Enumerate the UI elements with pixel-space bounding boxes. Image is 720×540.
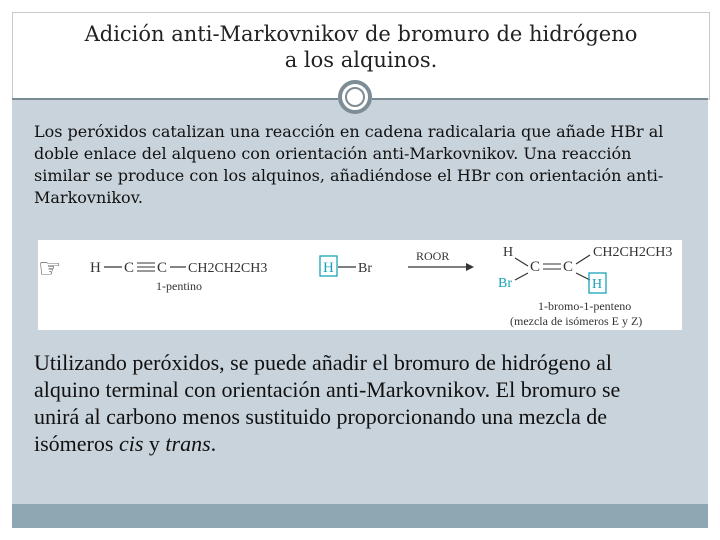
reaction-conditions: ROOR [416, 249, 450, 263]
cis-term: cis [118, 431, 144, 456]
product-br: Br [498, 276, 512, 291]
explanation-text: Utilizando peróxidos, se puede añadir el bromuro de hidrógeno al alquino terminal con orientación anti-Markovnikov. El bromuro se unirá al carbono menos sustituido proporcionando una mezcla de isómeros [34, 350, 621, 456]
product-name: 1-bromo-1-penteno [538, 299, 632, 313]
divider-right [372, 98, 708, 100]
slide-title: Adición anti-Markovnikov de bromuro de hidrógeno a los alquinos. [84, 22, 638, 72]
conjunction-text: y [143, 431, 166, 456]
reagent-br: Br [358, 261, 372, 276]
reaction-scheme [38, 240, 682, 330]
period-text: . [210, 431, 217, 456]
reactant-h: H [90, 260, 101, 276]
trans-term: trans [165, 431, 211, 456]
reactant-c1: C [124, 260, 135, 276]
product-c-right: C [563, 259, 574, 275]
explanation-paragraph [34, 349, 654, 457]
product-note: (mezcla de isómeros E y Z) [510, 314, 643, 328]
product-h-top: H [503, 245, 514, 260]
circle-ornament-icon [338, 80, 372, 114]
divider-left [12, 98, 338, 100]
product-c-left: C [530, 259, 541, 275]
reactant-c2: C [157, 260, 168, 276]
reactant-name: 1-pentino [156, 279, 202, 293]
reactant-chain: CH2CH2CH3 [188, 261, 268, 276]
footer-bar [12, 504, 708, 528]
intro-paragraph: Los peróxidos catalizan una reacción en cadena radicalaria que añade HBr al doble enlace del alqueno con orientación anti-Markovnikov. Una reacción similar se produce con los alquinos, añadiéndose el HBr con orientación anti-Markovnikov. [34, 122, 664, 207]
product-h-boxed: H [592, 277, 603, 292]
reaction-diagram [38, 240, 682, 330]
reagent-h: H [323, 260, 334, 276]
pointing-hand-icon: ☞ [38, 254, 62, 284]
product-chain: CH2CH2CH3 [593, 245, 673, 260]
